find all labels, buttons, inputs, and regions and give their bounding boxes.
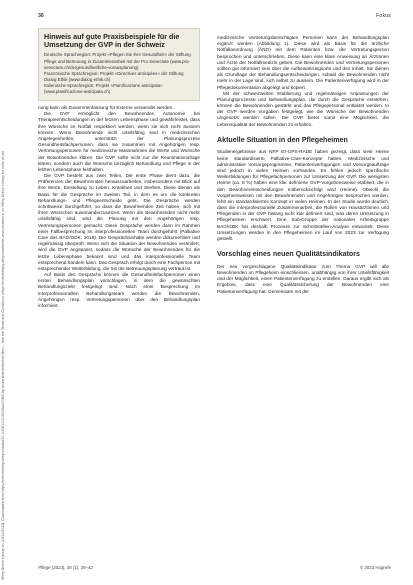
journal-citation: Pflege (2023), 36 (1), 35–42 xyxy=(38,565,93,570)
left-column xyxy=(38,105,200,309)
info-box xyxy=(38,28,200,101)
section-heading-indicator: Vorschlag eines neuen Qualitätsindikators xyxy=(217,250,360,259)
paragraph: nung kann als Zusammenfassung für Externe verwendet werden. xyxy=(38,105,174,110)
right-column xyxy=(217,35,389,295)
info-box-title: Hinweis auf gute Praxisbeispiele für die Umsetzung der GVP in der Schweiz xyxy=(44,32,180,50)
info-box-item: Deutsche Sprachregion: Projekt «Pflegen Sie Ihre Gesundheit» der Stiftung Pflege und Betreuung in Zusammenarbeit mit der Pro Senectute (www.pro-senectute.ch/de/gesundheitliche-vorausplanung) xyxy=(44,52,191,70)
info-box-body xyxy=(44,52,195,95)
paragraph: Auf Basis des Gesprächs können die Gesundheitsfachpersonen einen ersten Behandlungsplan vorschlagen, in dem die gewünschten Behandlungsziele festgelegt sind. Nach einer Besprechung im interprofessionellen Behandlungsteam werden die Bewohnenden, Angehörigen resp. Vertretungspersonen über den Behandlungsplan informiert. xyxy=(38,272,200,308)
paragraph: Die GVP besteht aus zwei Teilen. Die erste Phase dient dazu, die Präferenzen der Bewohnenden herauszuarbeiten, insbesondere mit Blick auf ihre Werte, Einstellung zu Leben, Krankheit und Sterben. Diese dienen als Basis für die Gespräche im zweiten Teil, in dem es um die konkreten Behandlungs- und Pflegeentscheide geht. Die Gespräche werden schrittweise durchgeführt, so dass die Bewohnenden Zeit haben, sich mit ihren Wünschen auseinanderzusetzen. Wenn die Bewohnenden nicht mehr urteilsfähig sind, wird die Planung mit den Angehörigen resp. Vertretungspersonen gemacht. Diese Gespräche werden dann im Rahmen einer Fallbesprechung im interprofessionellen Team durchgeführt (Palliative Care des BAG/GDK, 2018). Die Gesprächsinhalte werden dokumentiert und regelmässig überprüft. Wenn sich die Situation der Bewohnenden verändert, wird die GVP angepasst, sodass die Wünsche der Bewohnenden für die letzte Lebensphase bekannt sind und das interprofessionelle Team entsprechend handeln kann. Das Gespräch erfolgt durch eine Fachperson mit entsprechender Weiterbildung, die mit der Betreuungsplanung vertraut ist. xyxy=(38,173,200,271)
paragraph: Die GVP ermöglicht den Bewohnenden Autonomie bei Therapieentscheidungen in der letzten Lebensphase und gewährleistet, dass ihre Wünsche im Notfall respektiert werden, wenn sie sich nicht äussern können. Wenn Bewohnende nicht urteilsfähig sind in medizinischen Angelegenheiten, unterstützt der Planungsprozess Gesundheitsfachpersonen, dass sie zusammen mit Angehörigen resp. Vertretungspersonen für medizinische Massnahmen die Werte und Wünsche der Bewohnenden klären. Die GVP sollte nicht nur die Reanimationsfrage klären, sondern auch die Wünsche bezüglich Behandlung und Pflege in der letzten Lebensphase festhalten. xyxy=(38,111,200,172)
paragraph: Mit der schweizweiten Etablierung und regelmässigen Anpassungen der Planungsprozesse und Behandlungsplan, die durch die Gespräche entstehen, können die Bewohnenden gestärkt und das Pflegepersonal entlastet werden. In der GVP werden Vorgaben festgelegt, wie die Wünsche der Bewohnenden umgesetzt werden sollen. Die GVP bietet somit eine Möglichkeit, die Lebensqualität der Bewohnenden zu erhalten. xyxy=(217,90,389,127)
page-number: 36 xyxy=(38,13,44,19)
section-label: Fokus xyxy=(376,13,391,19)
page-header xyxy=(38,13,391,21)
paragraph: Studienergebnisse aus NFP 67-UPS-RADE haben gezeigt, dass viele Heime keine standardisierte Palliative-Care-Konzepte haben. Medizinische und administrative Vorsorgeprogramme, Patientenverfügungen und Vorsorgeaufträge sind jedoch in vielen Heimen vorhanden. Es fehlen jedoch spezifische Weiterbildungen für Pflegefachpersonen zur Umsetzung der GVP. Die wenigsten Heime (ca. 8 %) haben eine klar definierte GVP-Vorgehensweise etabliert, die in den Bewohnerentscheidungen mitberücksichtigt wird (Heime). Obwohl die Vorgehensweisen mit den Bewohnenden und Angehörigen besprochen werden, fehlt ein standardisiertes Konzept in vielen Heimen. In der Studie wurde deutlich, dass die interprofessionelle Zusammenarbeit, die Rollen von Hausärztinnen und Pflegenden in der GVP bislang nicht klar definiert sind, was deren Umsetzung in Pflegeheimen erschwert. Eine Sub-Gruppe der nationalen Arbeitsgruppe BAG/GDK hat deshalb Prozesse zur Schnittstellen-Analyse entwickelt. Diese Umsetzungen werden in den Pflegeheimen im Lauf von 2023 zur Verfügung gestellt. xyxy=(217,149,389,242)
section-heading-situation: Aktuelle Situation in den Pflegeheimen xyxy=(217,135,348,144)
page-footer xyxy=(38,565,391,573)
paragraph: Der neu vorgeschlagene Qualitätsindikator zum Thema GVP will alle Bewohnenden im Pflegeheim einschliessen, unabhängig von ihrer Urteilsfähigkeit und der Möglichkeit, einen Patientenverfügung zu erstellen. Daraus ergibt sich als Ergebnis, dass eine Qualitätssicherung der Bewohnenden eine Patientenverfügung hat. Gemeinsam mit der xyxy=(217,263,389,294)
info-box-item: Französische Sprachregion: Projekt «Directives anticipées» der Stiftung Dialog Ethik (www.dialog-ethik.ch) xyxy=(44,70,184,83)
side-download-strip xyxy=(0,0,10,585)
copyright: © 2023 Hogrefe xyxy=(359,565,391,570)
paragraph: medizinische Vertretungsberechtigten Personen kann der Behandlungsplan ergänzt werden (Abbildung 1). Diese wird als Basis für die ärztliche Notfallanordnung (ÄNO) mit dem Patienten bzw. der Vertretungsperson besprochen und unterschrieben. Diese kann eine klare Anweisung an Ärztinnen und Ärzte der Notfallmedizin geben. Die Bewohnenden und Vertretungspersonen sollten gut informiert sein über die Aufbewahrungsorte und den Inhalt. Sie dienen als Grundlage der Behandlungsentscheidungen, sobald die Bewohnenden nicht mehr in der Lage sind, sich selbst zu äussern. Die Patientenverfügung wird in der Pflegedokumentation abgelegt und kopiert. xyxy=(217,35,389,90)
download-notice: Wiley Online Library on [13/12/2022]. Downloaded from https://onlinelibrary.wiley.com/doi/10.1024/1012-5302/a000963 by Universitätsbibliothek Bern - See the Terms and Conditions (https://onlinelibrary.wiley.com/terms-and-conditions) on Wiley Online Library for rules of use xyxy=(1,150,5,580)
info-box-item: Italienische Sprachregion: Projekt «Pianificazione anticipata» (www.pianificazione-anticipata.ch) xyxy=(44,83,163,95)
